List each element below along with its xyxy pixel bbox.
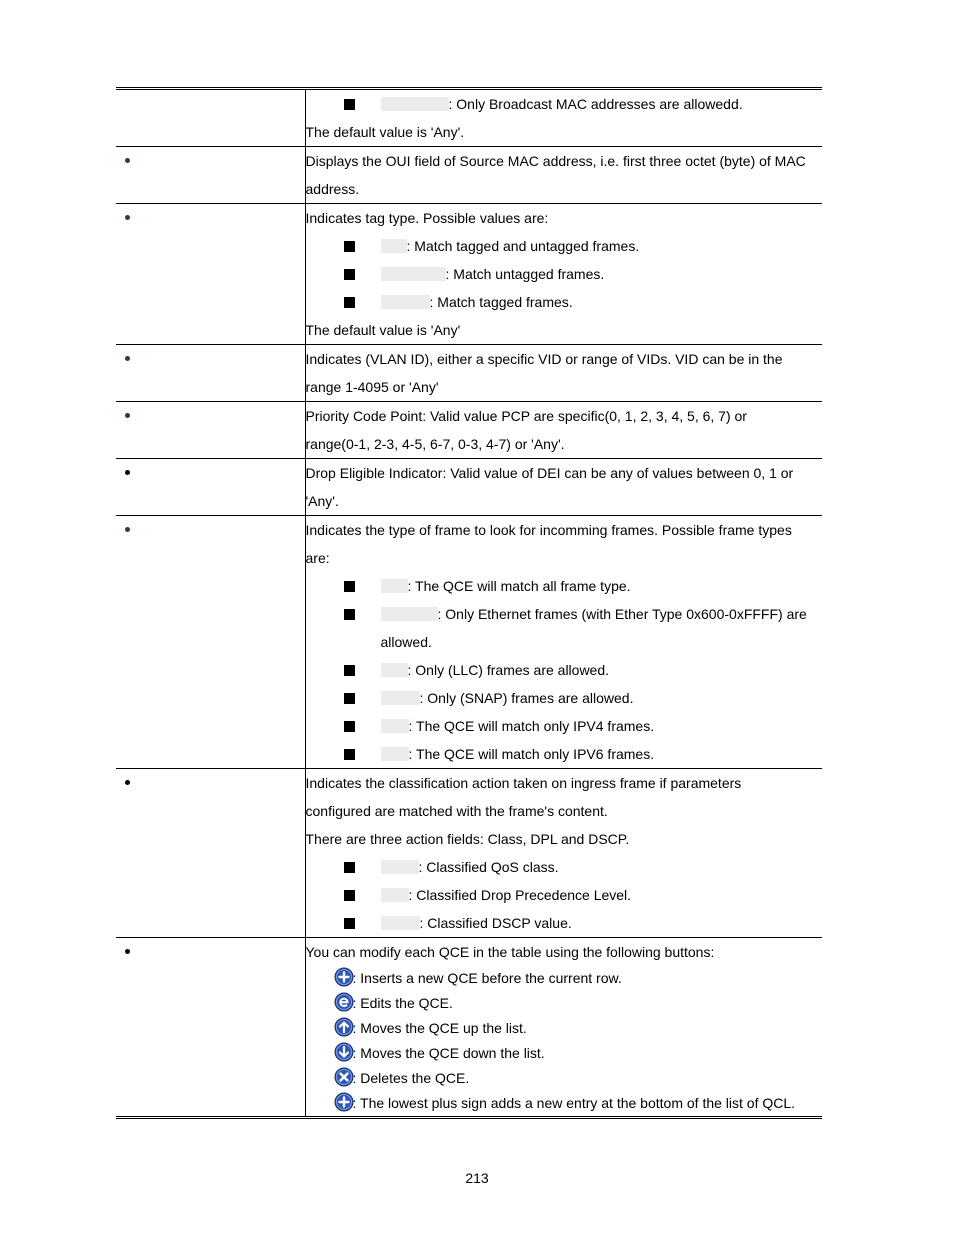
square-bullet-icon (344, 297, 355, 308)
option-value-placeholder (381, 719, 409, 733)
square-bullet-icon (344, 890, 355, 901)
button-description (306, 1066, 823, 1091)
button-description (306, 991, 823, 1016)
option-description: : Classified DSCP value. (419, 915, 572, 931)
edit-circle-icon[interactable] (334, 992, 354, 1012)
page-number: 213 (465, 1170, 489, 1186)
plus-circle-icon[interactable] (334, 1092, 354, 1112)
option-description: : Classified QoS class. (418, 859, 559, 875)
option-value-placeholder (381, 860, 419, 874)
description-cell (305, 402, 822, 459)
option-value-placeholder (381, 888, 409, 902)
option-description: : Only Ethernet frames (with Ether Type 0x600-0xFFFF) are allowed. (380, 606, 807, 650)
square-bullet-icon (344, 749, 355, 760)
arrow-up-circle-icon[interactable] (334, 1017, 354, 1037)
button-description (306, 1016, 823, 1041)
option-item (306, 90, 823, 118)
bullet-icon (125, 780, 130, 785)
description-line: You can modify each QCE in the table using the following buttons: (305, 944, 715, 960)
description-cell (305, 345, 822, 402)
option-item (306, 656, 823, 684)
square-bullet-icon (344, 581, 355, 592)
description-line: range 1-4095 or 'Any' (305, 379, 439, 395)
option-value-placeholder (381, 295, 430, 309)
option-description: : Classified Drop Precedence Level. (408, 887, 632, 903)
delete-circle-icon[interactable] (334, 1067, 354, 1087)
option-value-placeholder (381, 97, 449, 111)
table-row (116, 402, 822, 459)
bullet-icon (125, 470, 130, 475)
description-line: Displays the OUI field of Source MAC address, i.e. first three octet (byte) of MAC (305, 153, 806, 169)
description-line: Drop Eligible Indicator: Valid value of DEI can be any of values between 0, 1 or (305, 465, 794, 481)
option-value-placeholder (381, 916, 420, 930)
table-body (116, 89, 822, 1118)
button-description-text: : Moves the QCE up the list. (352, 1020, 527, 1036)
description-line: The default value is 'Any'. (305, 124, 465, 140)
square-bullet-icon (344, 862, 355, 873)
square-bullet-icon (344, 918, 355, 929)
option-value-placeholder (381, 239, 407, 253)
option-description: : The QCE will match all frame type. (407, 578, 631, 594)
button-description (306, 966, 823, 991)
button-description-text: : Deletes the QCE. (352, 1070, 470, 1086)
option-item (306, 684, 823, 712)
square-bullet-icon (344, 665, 355, 676)
parameter-name-cell (116, 516, 305, 769)
option-item (306, 232, 823, 260)
square-bullet-icon (344, 241, 355, 252)
parameter-name-cell (116, 769, 305, 938)
description-cell (305, 516, 822, 769)
table-row (116, 459, 822, 516)
button-description (306, 1091, 823, 1116)
table-row (116, 345, 822, 402)
option-value-placeholder (381, 747, 409, 761)
plus-circle-icon[interactable] (334, 967, 354, 987)
description-line: There are three action fields: Class, DPL and DSCP. (305, 831, 630, 847)
option-description: : Match untagged frames. (445, 266, 605, 282)
option-item (306, 288, 823, 316)
square-bullet-icon (344, 693, 355, 704)
description-line: The default value is 'Any' (305, 322, 461, 338)
option-description: : The QCE will match only IPV4 frames. (408, 718, 655, 734)
button-description (306, 1041, 823, 1066)
option-description: : Match tagged frames. (429, 294, 573, 310)
parameter-name-cell (116, 938, 305, 1118)
square-bullet-icon (344, 721, 355, 732)
option-item (306, 740, 823, 768)
description-line: Indicates tag type. Possible values are: (305, 210, 549, 226)
option-value-placeholder (381, 663, 408, 677)
option-item (306, 260, 823, 288)
description-line: configured are matched with the frame's content. (305, 803, 608, 819)
option-value-placeholder (381, 579, 408, 593)
description-line: Priority Code Point: Valid value PCP are specific(0, 1, 2, 3, 4, 5, 6, 7) or (305, 408, 747, 424)
table-row (116, 147, 822, 204)
parameter-name-cell (116, 204, 305, 345)
option-value-placeholder (381, 607, 438, 621)
parameter-name-cell (116, 345, 305, 402)
parameter-name-cell (116, 402, 305, 459)
description-line: Indicates the type of frame to look for incomming frames. Possible frame types (305, 522, 792, 538)
table-row (116, 204, 822, 345)
description-line: range(0-1, 2-3, 4-5, 6-7, 0-3, 4-7) or 'Any'. (305, 436, 565, 452)
bullet-icon (125, 527, 130, 532)
parameter-name-cell (116, 459, 305, 516)
description-cell (305, 938, 822, 1118)
square-bullet-icon (344, 269, 355, 280)
bullet-icon (125, 413, 130, 418)
description-line: address. (305, 181, 360, 197)
option-item (306, 909, 823, 937)
description-line: are: (305, 550, 330, 566)
table-row (116, 938, 822, 1118)
description-cell (305, 89, 822, 147)
option-description: : Match tagged and untagged frames. (406, 238, 640, 254)
option-item (306, 600, 823, 656)
description-cell (305, 147, 822, 204)
option-value-placeholder (381, 691, 420, 705)
option-value-placeholder (381, 267, 446, 281)
description-cell (305, 204, 822, 345)
option-description: : Only Broadcast MAC addresses are allowedd. (448, 96, 743, 112)
bullet-icon (125, 215, 130, 220)
button-description-text: : The lowest plus sign adds a new entry at the bottom of the list of QCL. (352, 1095, 796, 1111)
option-description: : Only (SNAP) frames are allowed. (419, 690, 634, 706)
parameter-description-table (116, 87, 822, 1119)
button-description-text: : Inserts a new QCE before the current row. (352, 970, 622, 986)
square-bullet-icon (344, 609, 355, 620)
description-cell (305, 459, 822, 516)
table-row (116, 769, 822, 938)
option-item (306, 572, 823, 600)
option-item (306, 881, 823, 909)
arrow-down-circle-icon[interactable] (334, 1042, 354, 1062)
description-line: 'Any'. (305, 493, 339, 509)
button-description-text: : Moves the QCE down the list. (352, 1045, 545, 1061)
table-row (116, 516, 822, 769)
option-item (306, 853, 823, 881)
description-cell (305, 769, 822, 938)
bullet-icon (125, 158, 130, 163)
parameter-name-cell (116, 89, 305, 147)
description-line: Indicates (VLAN ID), either a specific VID or range of VIDs. VID can be in the (305, 351, 783, 367)
option-description: : The QCE will match only IPV6 frames. (408, 746, 655, 762)
option-item (306, 712, 823, 740)
parameter-name-cell (116, 147, 305, 204)
option-description: : Only (LLC) frames are allowed. (407, 662, 610, 678)
bullet-icon (125, 356, 130, 361)
square-bullet-icon (344, 99, 355, 110)
button-description-text: : Edits the QCE. (352, 995, 453, 1011)
description-line: Indicates the classification action taken on ingress frame if parameters (305, 775, 742, 791)
table-row (116, 89, 822, 147)
bullet-icon (125, 949, 130, 954)
